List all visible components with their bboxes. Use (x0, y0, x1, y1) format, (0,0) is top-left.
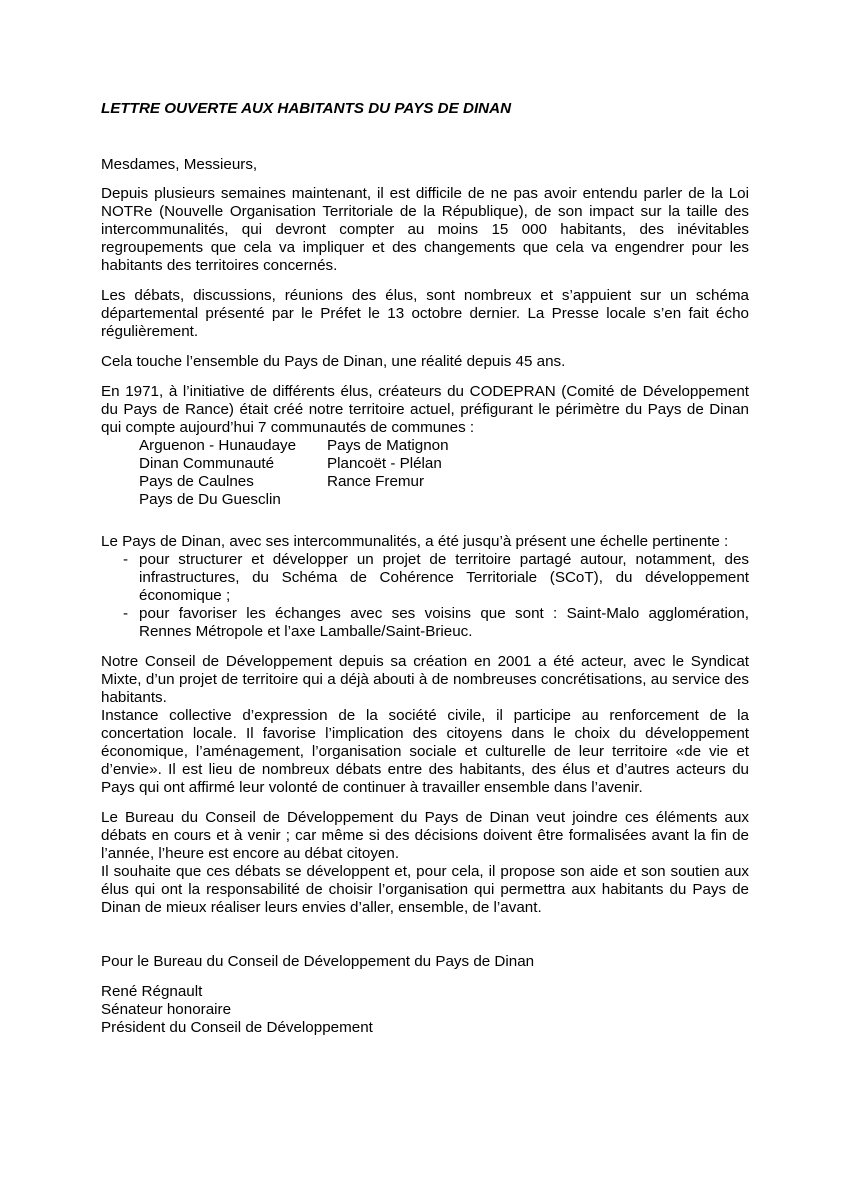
signature-on-behalf: Pour le Bureau du Conseil de Développement du Pays de Dinan (101, 953, 535, 970)
letter-page (101, 100, 749, 1049)
signature-name: René Régnault (101, 983, 203, 1000)
paragraph-loi-notre: Depuis plusieurs semaines maintenant, il est difficile de ne pas avoir entendu parler de la Loi NOTRe (Nouvelle Organisation Territoriale de la République), de son impact sur la taille des intercommunalités, qui devront compter au moins 15 000 habitants, des inévitables regroupements que cela va impliquer et des changements que cela va engendrer pour les habitants des territoires concernés. (101, 185, 749, 274)
commune-item: Pays de Matignon (327, 437, 449, 454)
paragraph-bureau: Le Bureau du Conseil de Développement du Pays de Dinan veut joindre ces éléments aux débats en cours et à venir ; car même si des décisions doivent être formalisées avant la fin de l’année, l’heure est encore au débat citoyen. (101, 809, 749, 862)
signature-block (101, 953, 749, 1037)
signature-role: Président du Conseil de Développement (101, 1019, 373, 1036)
communes-list (139, 437, 749, 509)
commune-item: Pays de Du Guesclin (139, 491, 281, 508)
commune-item: Dinan Communauté (139, 455, 275, 472)
commune-item: Plancoët - Plélan (327, 455, 442, 472)
bullet-text: pour favoriser les échanges avec ses voisins que sont : Saint-Malo agglomération, Rennes Métropole et l’axe Lamballe/Saint-Brieuc. (139, 605, 749, 640)
bullet-item (101, 605, 749, 641)
paragraph-1971: En 1971, à l’initiative de différents élus, créateurs du CODEPRAN (Comité de Développement du Pays de Rance) était créé notre territoire actuel, préfigurant le périmètre du Pays de Dinan qui compte aujourd’hui 7 communautés de communes : (101, 383, 749, 436)
paragraph-souhait: Il souhaite que ces débats se développent et, pour cela, il propose son aide et son soutien aux élus qui ont la responsabilité de choisir l’organisation qui permettra aux habitants du Pays de Dinan de mieux réaliser leurs envies d’aller, ensemble, de l’avant. (101, 863, 749, 916)
paragraph-debats: Les débats, discussions, réunions des élus, sont nombreux et s’appuient sur un schéma départemental présenté par le Préfet le 13 octobre dernier. La Presse locale s’en fait écho régulièrement. (101, 287, 749, 340)
paragraph-instance-collective: Instance collective d’expression de la société civile, il participe au renforcement de la concertation locale. Il favorise l’implication des citoyens dans le choix du développement économique, l’aménagement, l’organisation sociale et culturelle de leur territoire «de vie et d’envie». Il est lieu de nombreux débats entre des habitants, des élus et d’autres acteurs du Pays qui ont affirmé leur volonté de continuer à travailler ensemble dans l’avenir. (101, 707, 749, 796)
commune-item: Rance Fremur (327, 473, 425, 490)
paragraph-conseil-acteur: Notre Conseil de Développement depuis sa création en 2001 a été acteur, avec le Syndicat Mixte, d’un projet de territoire qui a déjà abouti à de nombreuses concrétisations, au service des habitants. (101, 653, 749, 706)
letter-title: LETTRE OUVERTE AUX HABITANTS DU PAYS DE DINAN (101, 100, 512, 117)
bullet-item (101, 551, 749, 605)
signature-role: Sénateur honoraire (101, 1001, 232, 1018)
bullet-dash: - (123, 551, 129, 568)
paragraph-ensemble-pays: Cela touche l’ensemble du Pays de Dinan, une réalité depuis 45 ans. (101, 353, 566, 370)
paragraph-echelle-pertinente: Le Pays de Dinan, avec ses intercommunalités, a été jusqu’à présent une échelle pertinente : (101, 533, 729, 550)
bullet-list (101, 551, 749, 641)
salutation: Mesdames, Messieurs, (101, 156, 258, 173)
bullet-dash: - (123, 605, 129, 622)
commune-item: Pays de Caulnes (139, 473, 254, 490)
commune-item: Arguenon - Hunaudaye (139, 437, 297, 454)
bullet-text: pour structurer et développer un projet de territoire partagé autour, notamment, des infrastructures, du Schéma de Cohérence Territoriale (SCoT), du développement économique ; (139, 551, 749, 604)
